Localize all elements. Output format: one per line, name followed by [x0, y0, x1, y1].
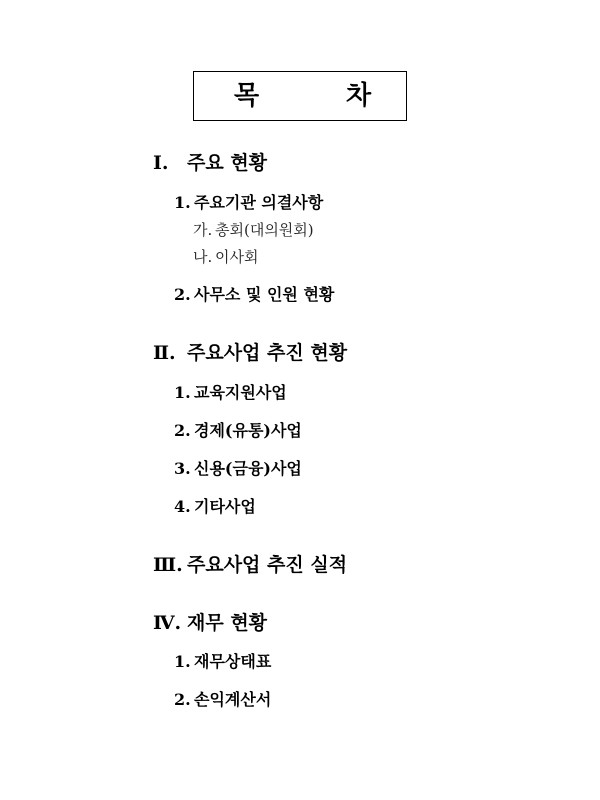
toc-section-number: Ⅲ. [153, 554, 183, 576]
toc-item-title: 재무상태표 [194, 652, 272, 671]
toc-item-number: 2. [174, 285, 191, 304]
toc-item-2-4 [174, 496, 256, 518]
toc-title-char-2: 차 [346, 81, 372, 111]
toc-item-number: 2. [174, 690, 191, 709]
toc-item-1-2 [174, 284, 334, 306]
toc-item-2-2 [174, 420, 302, 442]
toc-title-char-1: 목 [234, 81, 260, 111]
toc-item-title: 사무소 및 인원 현황 [194, 285, 335, 304]
toc-item-4-2 [174, 689, 271, 711]
toc-subitem-1-1-a [193, 219, 314, 241]
toc-item-1-1 [174, 192, 323, 214]
toc-section-2 [153, 342, 347, 364]
toc-section-title: 주요사업 추진 현황 [187, 342, 348, 364]
toc-item-number: 2. [174, 421, 191, 440]
toc-item-title: 신용(금융)사업 [194, 459, 302, 478]
toc-section-title: 재무 현황 [187, 612, 268, 634]
toc-section-title: 주요 현황 [187, 152, 268, 174]
toc-subitem-title: 이사회 [215, 248, 259, 266]
toc-subitem-number: 가. [193, 221, 213, 239]
toc-item-title: 기타사업 [194, 497, 256, 516]
toc-item-2-3 [174, 458, 302, 480]
toc-item-title: 손익계산서 [194, 690, 272, 709]
toc-section-number: Ⅱ. [153, 342, 176, 364]
toc-subitem-1-1-b [193, 246, 258, 268]
toc-item-title: 주요기관 의결사항 [194, 193, 324, 212]
toc-item-title: 교육지원사업 [194, 383, 287, 402]
toc-item-2-1 [174, 382, 287, 404]
toc-title-box [193, 71, 407, 121]
toc-item-4-1 [174, 651, 271, 673]
toc-subitem-number: 나. [193, 248, 213, 266]
toc-section-1 [153, 152, 267, 174]
toc-subitem-title: 총회(대의원회) [215, 221, 314, 239]
toc-section-number: Ⅳ. [153, 612, 182, 634]
toc-section-number: Ⅰ. [153, 152, 169, 174]
toc-item-number: 1. [174, 193, 191, 212]
toc-item-number: 1. [174, 652, 191, 671]
toc-section-3 [153, 554, 347, 576]
toc-section-title: 주요사업 추진 실적 [187, 554, 348, 576]
toc-section-4 [153, 612, 267, 634]
toc-item-title: 경제(유통)사업 [194, 421, 302, 440]
toc-item-number: 3. [174, 459, 191, 478]
toc-item-number: 4. [174, 497, 191, 516]
toc-item-number: 1. [174, 383, 191, 402]
